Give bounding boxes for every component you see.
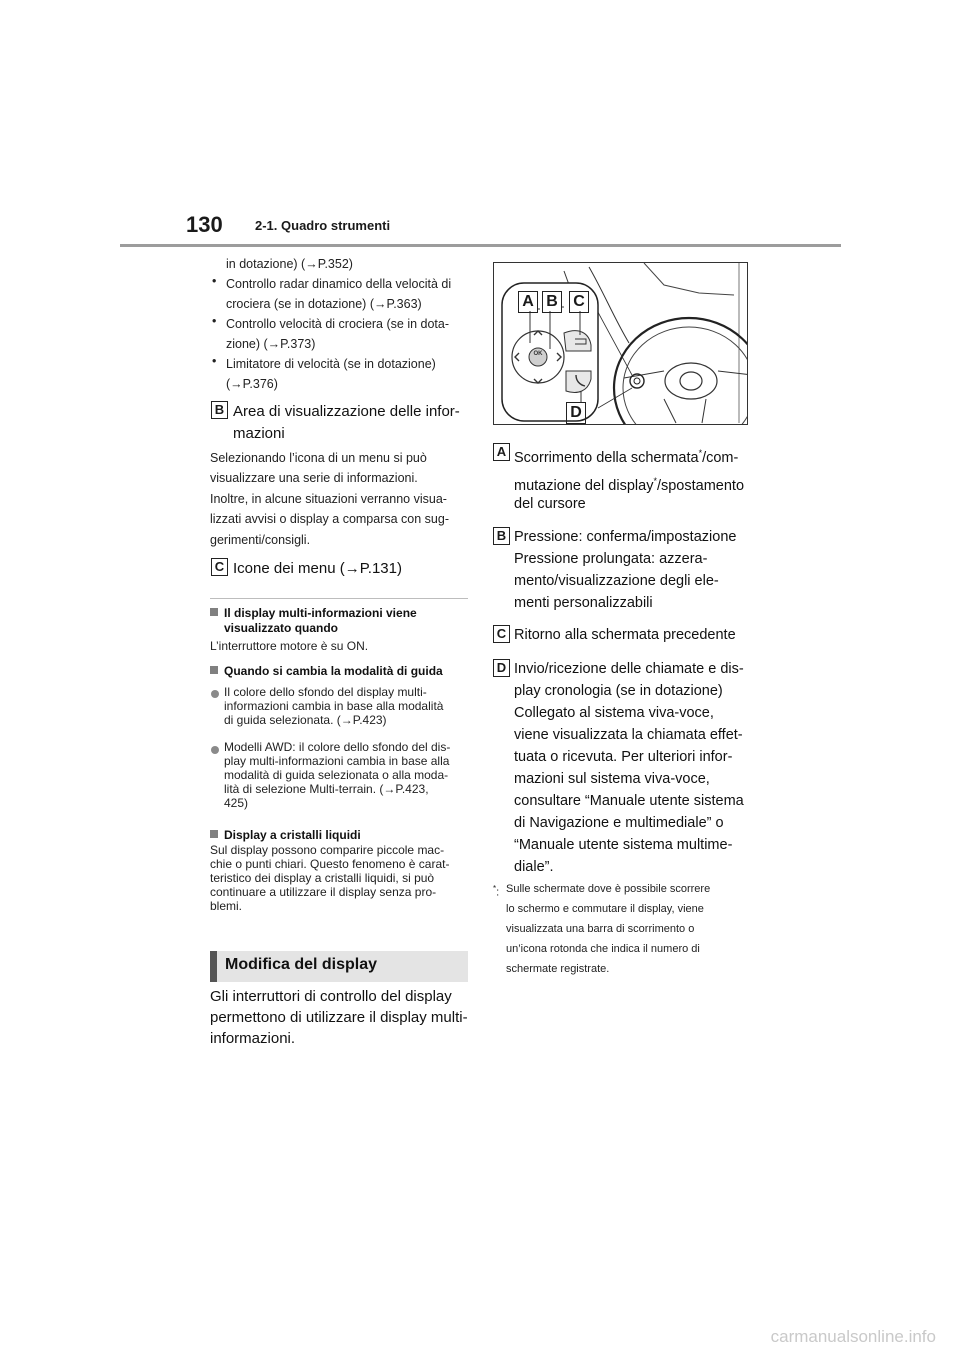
footnote-line: schermate registrate. (506, 963, 610, 975)
paragraph-line: lizzati avvisi o display a comparsa con sug- (210, 512, 449, 526)
figure-label-b: B (542, 291, 562, 313)
paragraph-line: gerimenti/consigli. (210, 533, 311, 547)
b-description-line: Pressione prolungata: azzera- (514, 551, 708, 567)
d-description-line: play cronologia (se in dotazione) (514, 683, 723, 699)
d-description-line: consultare “Manuale utente sistema (514, 793, 744, 809)
note-body-line: Sul display possono comparire piccole mac- (210, 843, 445, 857)
banner-accent-bar (210, 951, 217, 982)
b-description-line: mento/visualizzazione degli ele- (514, 573, 719, 589)
note-item-line: Il colore dello sfondo del display multi- (224, 685, 427, 699)
figure-label-a: A (518, 291, 538, 313)
note-body-line: teristico dei display a cristalli liquidi, si può (210, 871, 435, 885)
page-number: 130 (186, 212, 223, 237)
steering-switch-illustration (493, 262, 748, 425)
circle-bullet-icon (211, 746, 219, 754)
footnote-line: un’icona rotonda che indica il numero di (506, 943, 700, 955)
footnote-marker: *: (493, 884, 500, 899)
d-description-line: Collegato al sistema viva-voce, (514, 705, 714, 721)
bullet-line: zione) (→P.373) (226, 337, 316, 351)
note-body-line: continuare a utilizzare il display senza pro- (210, 885, 437, 899)
d-description-line: “Manuale utente sistema multime- (514, 837, 733, 853)
note-body: L’interruttore motore è su ON. (210, 639, 369, 653)
figure-label-c: C (569, 291, 589, 313)
note-body-line: chie o punti chiari. Questo fenomeno è carat- (210, 857, 450, 871)
bullet-dot: • (212, 314, 217, 328)
bullet-dot: • (212, 354, 217, 368)
d-description-line: mazioni sul sistema viva-voce, (514, 771, 710, 787)
banner-title: Modifica del display (225, 956, 378, 973)
label-d-tag: D (493, 659, 510, 677)
area-info-title-cont: mazioni (233, 425, 285, 442)
footnote-line: Sulle schermate dove è possibile scorrere (506, 883, 711, 895)
area-info-title: Area di visualizzazione delle infor- (233, 403, 460, 420)
figure-label-d: D (566, 402, 586, 424)
intro-paragraph (210, 986, 468, 1049)
label-b-tag: B (211, 401, 228, 419)
footnote-line: visualizzata una barra di scorrimento o (506, 923, 695, 935)
note-heading: Il display multi-informazioni viene (210, 606, 417, 620)
paragraph-line: visualizzare una serie di informazioni. (210, 471, 418, 485)
note-heading: Quando si cambia la modalità di guida (210, 664, 443, 678)
continuation-line: in dotazione) (→P.352) (226, 257, 353, 271)
note-item-line: modalità di guida selezionata o alla moda- (224, 768, 449, 782)
b-description-line: Pressione: conferma/impostazione (514, 529, 737, 545)
footnote-line: lo schermo e commutare il display, viene (506, 903, 704, 915)
note-item-line: 425) (224, 796, 249, 810)
note-item-line: lità di selezione Multi-terrain. (→P.423, (224, 782, 429, 796)
intro-line: Gli interruttori di controllo del display (210, 988, 452, 1005)
intro-line: informazioni. (210, 1030, 296, 1047)
d-description-line: di Navigazione e multimediale” o (514, 815, 724, 831)
notes-divider (210, 598, 468, 599)
label-a-tag: A (493, 443, 510, 461)
intro-line: permettono di utilizzare il display multi- (210, 1009, 468, 1026)
note-body-line: blemi. (210, 899, 243, 913)
menu-icons-title: Icone dei menu (→P.131) (233, 560, 402, 577)
label-c-tag: C (493, 625, 510, 643)
c-description: Ritorno alla schermata precedente (514, 627, 736, 643)
bullet-line: Controllo velocità di crociera (se in dota- (226, 317, 450, 331)
d-description-line: Invio/ricezione delle chiamate e dis- (514, 661, 744, 677)
steering-wheel-drawing (494, 263, 748, 425)
bullet-line: Limitatore di velocità (se in dotazione) (226, 357, 436, 371)
ok-button-label: OK (533, 351, 543, 357)
paragraph-line: Selezionando l’icona di un menu si può (210, 451, 427, 465)
bullet-line: crociera (se in dotazione) (→P.363) (226, 297, 422, 311)
square-bullet-icon (210, 830, 218, 838)
bullet-dot: • (212, 274, 217, 288)
note-item-line: Modelli AWD: il colore dello sfondo del dis- (224, 740, 451, 754)
a-description-cont: del cursore (514, 496, 586, 512)
square-bullet-icon (210, 666, 218, 674)
b-description-line: menti personalizzabili (514, 595, 653, 611)
site-watermark: carmanualsonline.info (770, 1327, 936, 1346)
a-description: Scorrimento della schermata*/com- (514, 448, 739, 466)
header-divider (120, 244, 841, 247)
d-description-line: tuata o ricevuta. Per ulteriori infor- (514, 749, 733, 765)
note-heading-cont: visualizzato quando (224, 621, 339, 635)
square-bullet-icon (210, 608, 218, 616)
a-description-cont: mutazione del display*/spostamento (514, 476, 745, 494)
bullet-line: Controllo radar dinamico della velocità di (226, 277, 452, 291)
d-description-line: viene visualizzata la chiamata effet- (514, 727, 743, 743)
section-banner (210, 951, 468, 982)
note-item-line: play multi-informazioni cambia in base alla (224, 754, 450, 768)
label-b-tag: B (493, 527, 510, 545)
note-item-line: informazioni cambia in base alla modalità (224, 699, 444, 713)
d-description-line: diale”. (514, 859, 554, 875)
paragraph-line: Inoltre, in alcune situazioni verranno visua- (210, 492, 447, 506)
note-heading: Display a cristalli liquidi (210, 828, 361, 842)
note-item-line: di guida selezionata. (→P.423) (224, 713, 387, 727)
bullet-line: (→P.376) (226, 377, 278, 391)
label-c-tag: C (211, 558, 228, 576)
circle-bullet-icon (211, 690, 219, 698)
section-title: 2-1. Quadro strumenti (255, 218, 391, 233)
